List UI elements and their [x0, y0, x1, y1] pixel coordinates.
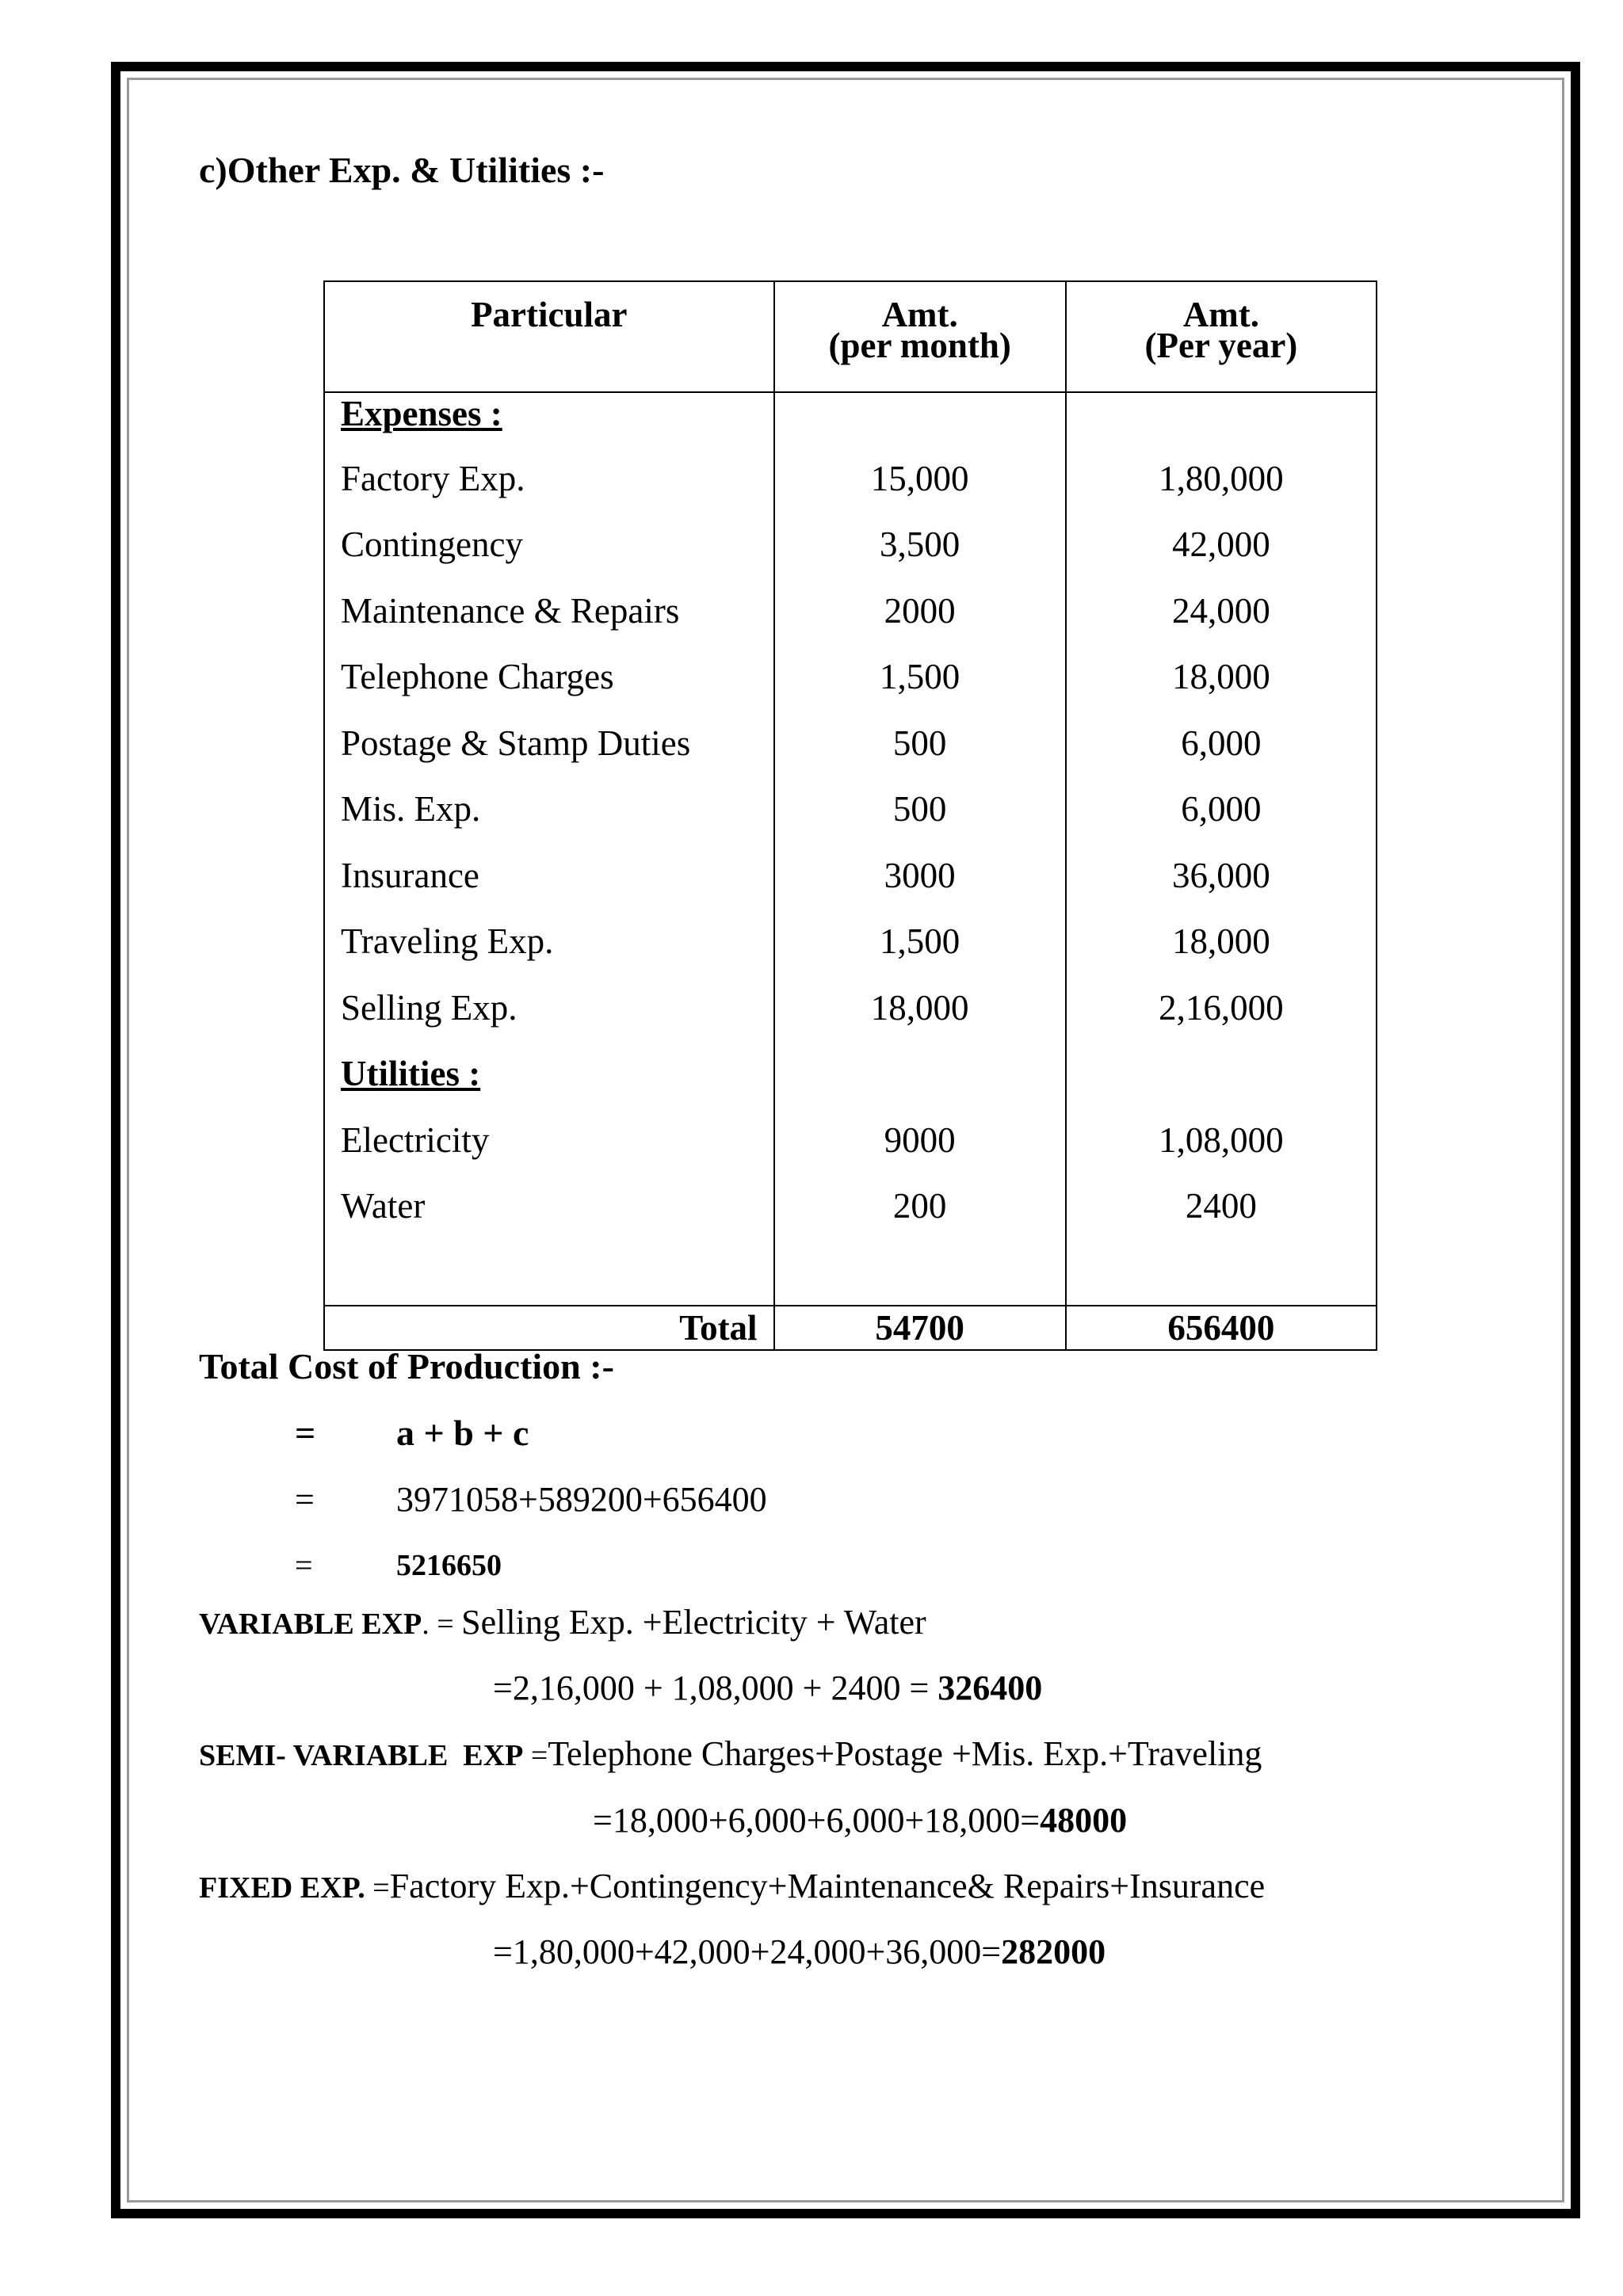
fixed-exp-op: = [365, 1871, 390, 1905]
fixed-exp-expr: Factory Exp.+Contingency+Maintenance& Repairs+Insurance [389, 1867, 1266, 1905]
row-amount-month: 2000 [774, 578, 1066, 644]
row-amount-month: 1,500 [774, 909, 1066, 975]
fixed-exp-value: 282000 [1001, 1932, 1106, 1971]
table-row [324, 710, 1377, 776]
expenses-table [323, 280, 1377, 1351]
header-amount-month: Amt. (per month) [774, 281, 1066, 392]
section-heading: c)Other Exp. & Utilities :- [199, 150, 605, 190]
row-amount-year: 2400 [1066, 1173, 1377, 1240]
fixed-exp-line [199, 1866, 1265, 1906]
row-name: Electricity [324, 1107, 774, 1173]
table-row [324, 512, 1377, 578]
total-row [324, 1306, 1377, 1350]
row-name: Mis. Exp. [324, 776, 774, 843]
row-amount-month: 15,000 [774, 445, 1066, 512]
row-name: Contingency [324, 512, 774, 578]
utilities-label: Utilities : [324, 1041, 774, 1108]
row-name: Traveling Exp. [324, 909, 774, 975]
table-row [324, 1173, 1377, 1240]
section-row-expenses [324, 392, 1377, 445]
row-name: Postage & Stamp Duties [324, 710, 774, 776]
row-amount-year: 2,16,000 [1066, 974, 1377, 1041]
row-name: Selling Exp. [324, 974, 774, 1041]
production-eq-2: = [295, 1480, 315, 1519]
semi-variable-exp-expr: Telephone Charges+Postage +Mis. Exp.+Traveling [548, 1734, 1262, 1773]
table-row [324, 445, 1377, 512]
expenses-label: Expenses : [324, 392, 774, 445]
production-eq-3: = [295, 1547, 313, 1583]
row-amount-month: 500 [774, 776, 1066, 843]
total-label: Total [324, 1306, 774, 1350]
production-formula: a + b + c [396, 1413, 529, 1453]
table-row [324, 842, 1377, 909]
row-amount-year: 6,000 [1066, 776, 1377, 843]
row-amount-month: 9000 [774, 1107, 1066, 1173]
table-row [324, 644, 1377, 711]
variable-exp-calc: =2,16,000 + 1,08,000 + 2400 = 326400 [493, 1669, 1043, 1707]
semi-variable-exp-label: SEMI- VARIABLE EXP [199, 1739, 524, 1772]
row-amount-month: 3,500 [774, 512, 1066, 578]
semi-variable-exp-line [199, 1733, 1262, 1774]
table-row [324, 1107, 1377, 1173]
row-amount-month: 500 [774, 710, 1066, 776]
table-row [324, 578, 1377, 644]
production-title: Total Cost of Production :- [199, 1346, 614, 1386]
total-year: 656400 [1066, 1306, 1377, 1350]
fixed-exp-label: FIXED EXP. [199, 1871, 365, 1905]
row-amount-year: 18,000 [1066, 644, 1377, 711]
row-amount-month: 18,000 [774, 974, 1066, 1041]
table-header-row [324, 281, 1377, 392]
row-name: Maintenance & Repairs [324, 578, 774, 644]
table-row [324, 909, 1377, 975]
production-result: 5216650 [396, 1549, 502, 1582]
row-name: Water [324, 1173, 774, 1240]
table-row [324, 974, 1377, 1041]
variable-exp-op: . = [422, 1608, 462, 1641]
row-amount-year: 24,000 [1066, 578, 1377, 644]
production-sum: 3971058+589200+656400 [396, 1480, 767, 1519]
section-row-utilities [324, 1041, 1377, 1108]
row-amount-month: 1,500 [774, 644, 1066, 711]
variable-exp-value: 326400 [938, 1669, 1043, 1707]
variable-exp-line [199, 1602, 926, 1642]
table-row [324, 776, 1377, 843]
row-amount-month: 3000 [774, 842, 1066, 909]
semi-variable-exp-calc: =18,000+6,000+6,000+18,000=48000 [593, 1801, 1128, 1840]
row-amount-year: 1,08,000 [1066, 1107, 1377, 1173]
variable-exp-label: VARIABLE EXP [199, 1608, 422, 1641]
row-amount-year: 1,80,000 [1066, 445, 1377, 512]
row-name: Factory Exp. [324, 445, 774, 512]
row-name: Telephone Charges [324, 644, 774, 711]
row-amount-year: 6,000 [1066, 710, 1377, 776]
semi-variable-exp-value: 48000 [1040, 1801, 1128, 1840]
semi-variable-exp-op: = [523, 1739, 548, 1772]
header-amount-year: Amt. (Per year) [1066, 281, 1377, 392]
row-amount-month: 200 [774, 1173, 1066, 1240]
row-amount-year: 18,000 [1066, 909, 1377, 975]
row-name: Insurance [324, 842, 774, 909]
row-amount-year: 36,000 [1066, 842, 1377, 909]
row-amount-year: 42,000 [1066, 512, 1377, 578]
total-month: 54700 [774, 1306, 1066, 1350]
fixed-exp-calc: =1,80,000+42,000+24,000+36,000=282000 [493, 1932, 1106, 1971]
header-particular: Particular [324, 281, 774, 392]
variable-exp-expr: Selling Exp. +Electricity + Water [461, 1603, 926, 1642]
production-eq-1: = [295, 1413, 316, 1453]
